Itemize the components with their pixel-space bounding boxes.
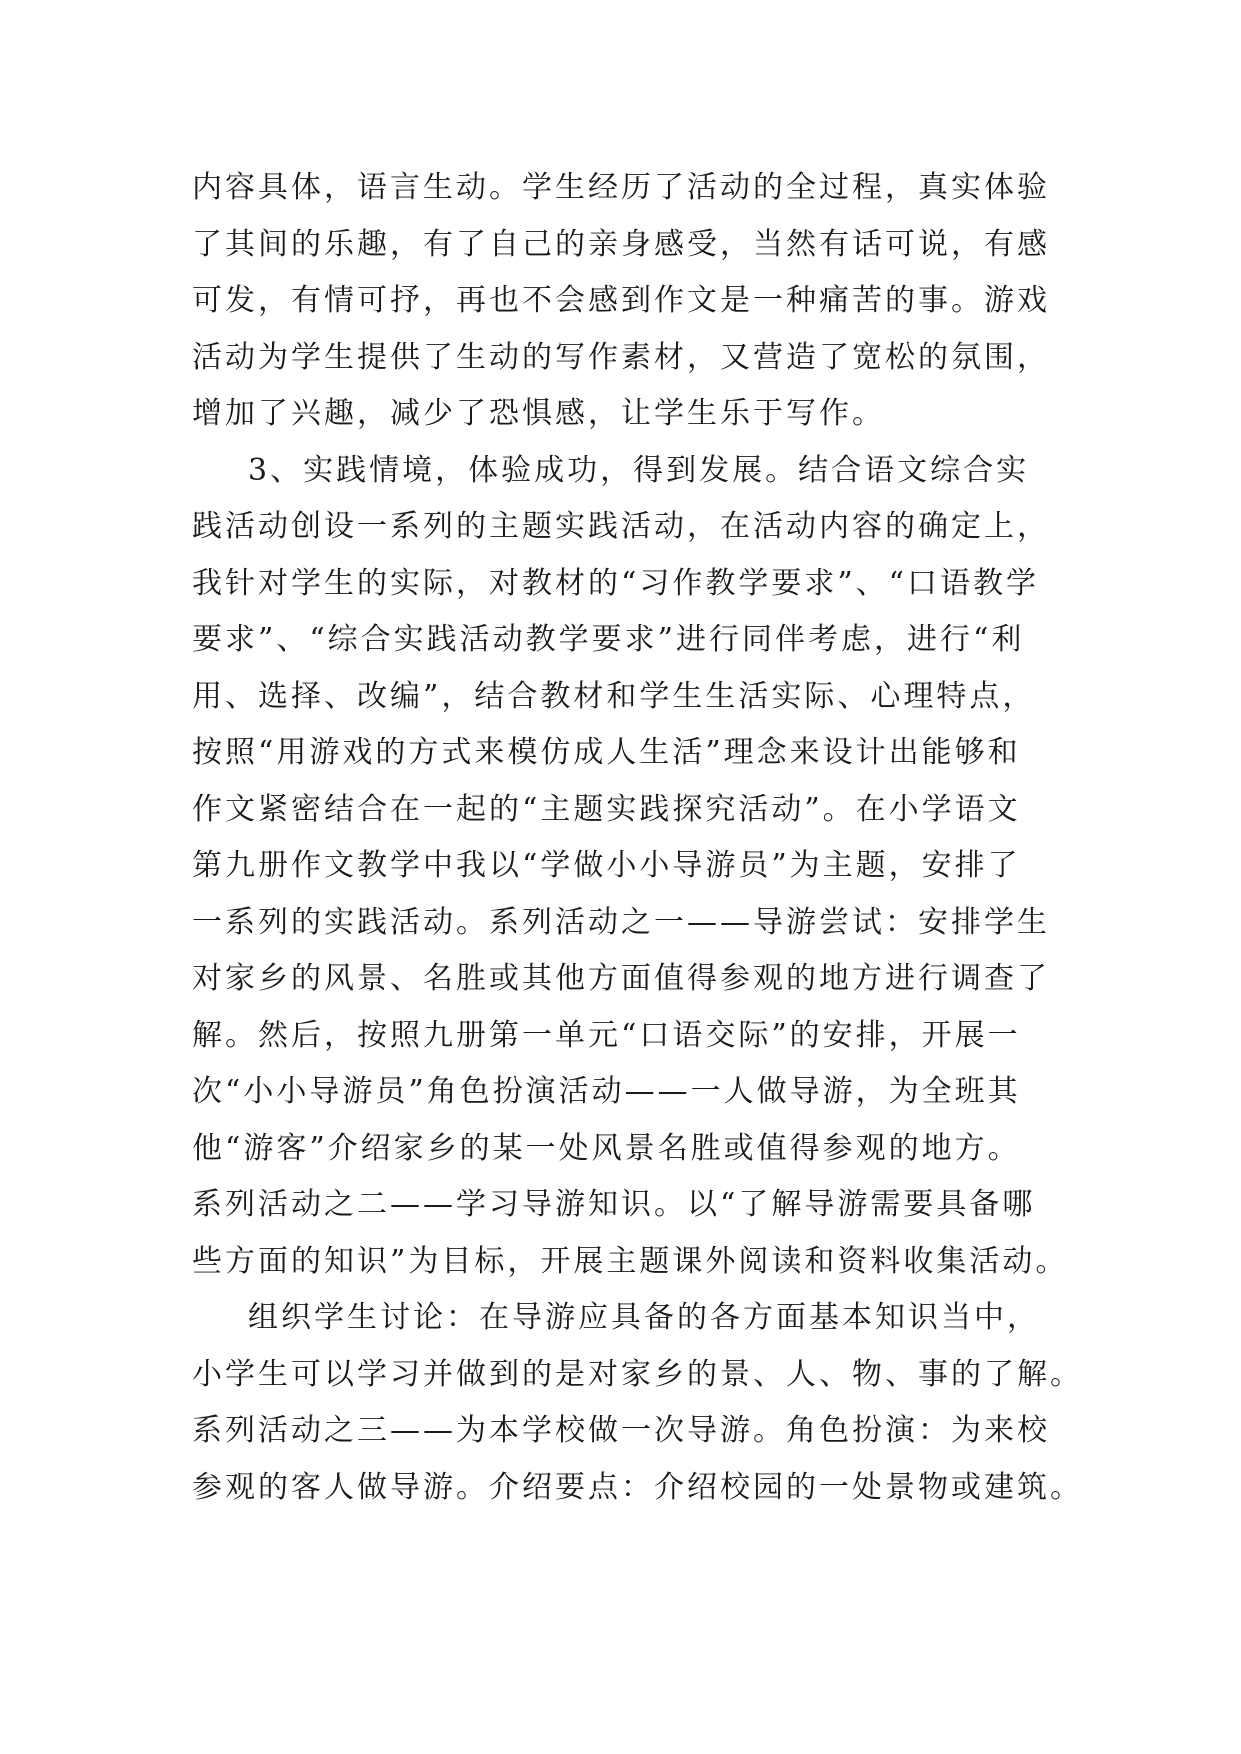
paragraph-start-line: 组织学生讨论：在导游应具备的各方面基本知识当中，: [248, 1300, 1040, 1335]
text-line: 解。然后，按照九册第一单元“口语交际”的安排，开展一: [192, 1017, 1021, 1053]
text-line: 第九册作文教学中我以“学做小小导游员”为主题，安排了: [192, 848, 1021, 883]
text-line: 我针对学生的实际，对教材的“习作教学要求”、“口语教学: [192, 565, 1040, 601]
text-line: 要求”、“综合实践活动教学要求”进行同伴考虑，进行“利: [192, 622, 1025, 657]
text-line: 活动为学生提供了生动的写作素材，又营造了宽松的氛围，: [192, 339, 1050, 375]
text-line: 系列活动之三——为本学校做一次导游。角色扮演：为来校: [192, 1413, 1050, 1448]
text-line: 他“游客”介绍家乡的某一处风景名胜或值得参观的地方。: [192, 1130, 1021, 1166]
body-text: [192, 160, 1083, 1516]
text-line: 对家乡的风景、名胜或其他方面值得参观的地方进行调查了: [192, 961, 1050, 996]
text-line: 用、选择、改编”，结合教材和学生生活实际、心理特点，: [192, 678, 1036, 714]
text-line: 一系列的实践活动。系列活动之一——导游尝试：安排学生: [192, 904, 1050, 940]
text-line: 小学生可以学习并做到的是对家乡的景、人、物、事的了解。: [192, 1356, 1083, 1392]
text-line: 参观的客人做导游。介绍要点：介绍校园的一处景物或建筑。: [192, 1469, 1083, 1505]
text-line: 可发，有情可抒，再也不会感到作文是一种痛苦的事。游戏: [192, 283, 1050, 318]
text-line: 按照“用游戏的方式来模仿成人生活”理念来设计出能够和: [192, 735, 1021, 770]
text-line: 践活动创设一系列的主题实践活动，在活动内容的确定上，: [192, 509, 1050, 544]
paragraph-start-line: 3、实践情境，体验成功，得到发展。结合语文综合实: [248, 452, 1030, 488]
text-line: 次“小小导游员”角色扮演活动——一人做导游，为全班其: [192, 1074, 1021, 1109]
text-line: 系列活动之二——学习导游知识。以“了解导游需要具备哪: [192, 1187, 1036, 1222]
text-line: 内容具体，语言生动。学生经历了活动的全过程，真实体验: [192, 170, 1050, 205]
text-line: 作文紧密结合在一起的“主题实践探究活动”。在小学语文: [192, 791, 1021, 827]
text-line: 了其间的乐趣，有了自己的亲身感受，当然有话可说，有感: [192, 226, 1050, 262]
text-line: 增加了兴趣，减少了恐惧感，让学生乐于写作。: [192, 396, 885, 431]
text-line: 些方面的知识”为目标，开展主题课外阅读和资料收集活动。: [192, 1243, 1069, 1279]
